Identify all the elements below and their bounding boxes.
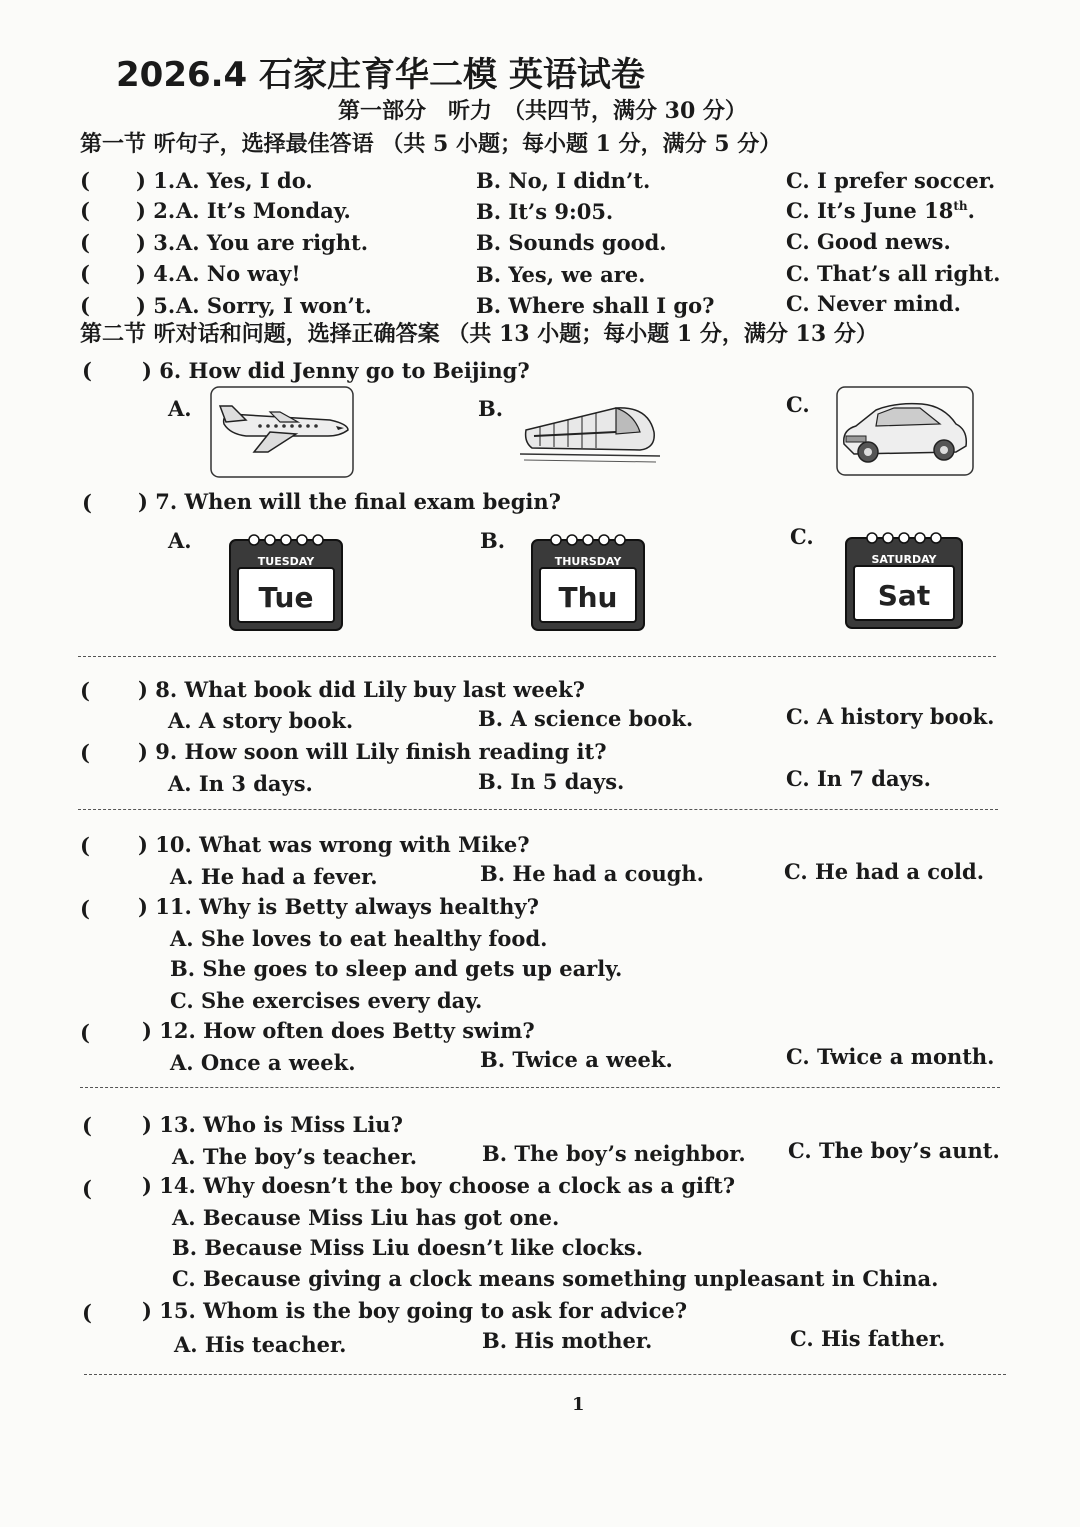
option-b: B. Where shall I go? xyxy=(476,293,715,318)
option-c: C. The boy’s aunt. xyxy=(788,1138,1000,1163)
option-c: C. A history book. xyxy=(786,704,995,729)
answer-blank-open: ( xyxy=(82,1176,92,1201)
calendar-thursday-icon xyxy=(530,532,646,632)
option-a: A. The boy’s teacher. xyxy=(172,1144,418,1169)
option-b: B. Because Miss Liu doesn’t like clocks. xyxy=(172,1235,644,1260)
question-number: ) 5. xyxy=(136,293,176,318)
answer-blank-open: ( xyxy=(82,358,92,383)
option-b: B. Twice a week. xyxy=(480,1047,673,1072)
answer-blank-open: ( xyxy=(80,230,90,255)
option-b: B. Yes, we are. xyxy=(476,262,646,287)
option-a: A. She loves to eat healthy food. xyxy=(170,926,548,951)
option-c: C. She exercises every day. xyxy=(170,988,483,1013)
answer-blank-open: ( xyxy=(82,490,92,515)
answer-blank-open: ( xyxy=(82,1113,92,1138)
option-b: B. She goes to sleep and gets up early. xyxy=(170,956,623,981)
option-c: C. That’s all right. xyxy=(786,261,1001,286)
divider xyxy=(80,1087,1000,1088)
option-b-label: B. xyxy=(478,396,504,421)
option-c: C. In 7 days. xyxy=(786,766,931,791)
option-b: B. Sounds good. xyxy=(476,230,667,255)
calendar-day-name: TUESDAY xyxy=(257,555,315,568)
calendar-day-abbr: Thu xyxy=(558,581,618,614)
question-9: ) 9. How soon will Lily finish reading it? xyxy=(138,739,607,764)
option-c: C. His father. xyxy=(790,1326,946,1351)
question-number: ) 4. xyxy=(136,261,176,286)
car-icon xyxy=(836,386,974,476)
option-b-label: B. xyxy=(480,528,506,553)
calendar-day-abbr: Tue xyxy=(258,581,314,614)
question-13: ) 13. Who is Miss Liu? xyxy=(142,1112,403,1137)
train-icon xyxy=(520,392,660,464)
option-b: B. He had a cough. xyxy=(480,861,704,886)
answer-blank-open: ( xyxy=(80,198,90,223)
question-12: ) 12. How often does Betty swim? xyxy=(142,1018,535,1043)
calendar-day-name: SATURDAY xyxy=(871,553,937,566)
option-c-label: C. xyxy=(786,392,810,417)
option-a: A. You are right. xyxy=(176,230,369,255)
section1-heading: 第一节 听句子，选择最佳答语 （共 5 小题；每小题 1 分，满分 5 分） xyxy=(80,131,782,157)
question-11: ) 11. Why is Betty always healthy? xyxy=(138,894,539,919)
question-number: ) 3. xyxy=(136,230,176,255)
option-c xyxy=(786,200,975,221)
calendar-day-name: THURSDAY xyxy=(554,555,622,568)
option-c: C. I prefer soccer. xyxy=(786,168,996,193)
calendar-saturday-icon xyxy=(844,530,964,630)
option-b: B. The boy’s neighbor. xyxy=(482,1141,746,1166)
page-title: 2026.4 石家庄育华二模 英语试卷 xyxy=(116,55,645,95)
option-c: C. He had a cold. xyxy=(784,859,985,884)
calendar-day-abbr: Sat xyxy=(877,579,931,612)
question-7: ) 7. When will the final exam begin? xyxy=(138,489,561,514)
option-b: B. His mother. xyxy=(482,1328,653,1353)
answer-blank-open: ( xyxy=(82,1300,92,1325)
question-6: ) 6. How did Jenny go to Beijing? xyxy=(142,358,530,383)
option-a: A. He had a fever. xyxy=(170,864,378,889)
option-c-sup: th xyxy=(953,199,968,213)
answer-blank-open: ( xyxy=(80,261,90,286)
divider xyxy=(78,656,996,657)
question-number: ) 1. xyxy=(136,168,176,193)
option-b: B. In 5 days. xyxy=(478,769,625,794)
option-c: C. Never mind. xyxy=(786,291,961,316)
answer-blank-open: ( xyxy=(80,293,90,318)
option-a: A. In 3 days. xyxy=(168,771,313,796)
option-a-label: A. xyxy=(168,396,192,421)
option-c: C. Good news. xyxy=(786,229,951,254)
option-b: B. A science book. xyxy=(478,706,694,731)
option-c-end: . xyxy=(967,198,975,223)
option-a: A. Yes, I do. xyxy=(176,168,313,193)
option-c: C. Because giving a clock means something unpleasant in China. xyxy=(172,1266,939,1291)
option-b: B. No, I didn’t. xyxy=(476,168,651,193)
option-a: A. Sorry, I won’t. xyxy=(176,293,372,318)
answer-blank-open: ( xyxy=(80,896,90,921)
section2-heading: 第二节 听对话和问题，选择正确答案 （共 13 小题；每小题 1 分，满分 13 分） xyxy=(80,321,878,347)
divider xyxy=(84,1374,1006,1375)
option-b: B. It’s 9:05. xyxy=(476,199,614,224)
answer-blank-open: ( xyxy=(80,740,90,765)
question-10: ) 10. What was wrong with Mike? xyxy=(138,832,530,857)
question-14: ) 14. Why doesn’t the boy choose a clock as a gift? xyxy=(142,1173,736,1198)
option-a: A. Once a week. xyxy=(170,1050,356,1075)
option-a-label: A. xyxy=(168,528,192,553)
option-a: A. A story book. xyxy=(168,708,354,733)
question-15: ) 15. Whom is the boy going to ask for advice? xyxy=(142,1298,688,1323)
page-number: 1 xyxy=(572,1394,585,1415)
calendar-tuesday-icon xyxy=(228,532,344,632)
answer-blank-open: ( xyxy=(80,833,90,858)
divider xyxy=(78,809,998,810)
airplane-icon xyxy=(210,386,354,478)
option-a: A. It’s Monday. xyxy=(176,198,351,223)
part-heading: 第一部分 听力 （共四节，满分 30 分） xyxy=(338,98,747,124)
option-c-label: C. xyxy=(790,524,814,549)
option-c: C. Twice a month. xyxy=(786,1044,995,1069)
option-c-text: C. It’s June 18 xyxy=(786,198,954,223)
answer-blank-open: ( xyxy=(80,1020,90,1045)
option-a: A. His teacher. xyxy=(174,1332,347,1357)
question-number: ) 2. xyxy=(136,198,176,223)
option-a: A. Because Miss Liu has got one. xyxy=(172,1205,560,1230)
answer-blank-open: ( xyxy=(80,678,90,703)
answer-blank-open: ( xyxy=(80,168,90,193)
question-8: ) 8. What book did Lily buy last week? xyxy=(138,677,585,702)
option-a: A. No way! xyxy=(176,261,301,286)
